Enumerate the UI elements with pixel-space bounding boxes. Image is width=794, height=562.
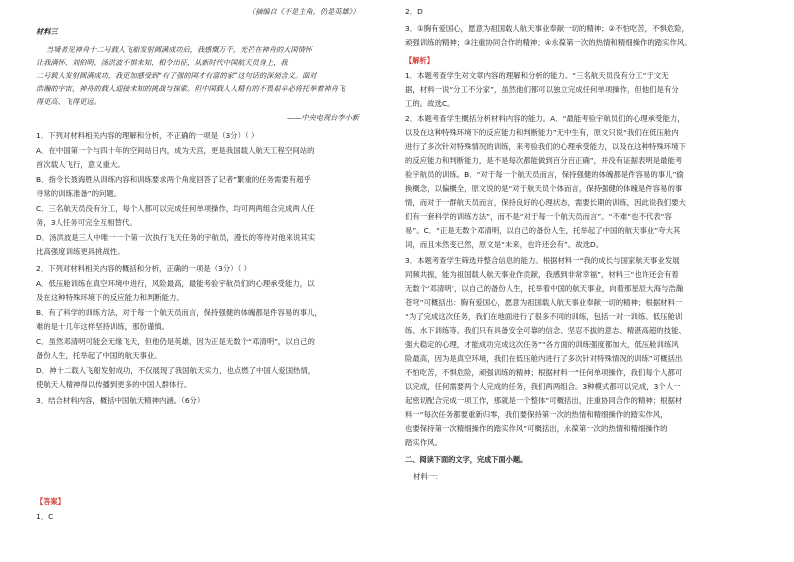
q2-option-d-line2: 使航天人精神得以传播到更多的中国人群体行。 <box>36 380 192 389</box>
analysis-3-line9: 不怕吃苦，不惧危险，顽强训练的精神；根据材料一“任何单项操作，我们每个人都可 <box>405 368 683 377</box>
analysis-3-line4: 苍穹”可概括出：胸有爱国心，愿意为祖国载人航天事业奉献一切的精神；根据材料一 <box>405 298 683 307</box>
q1-option-b-line2: 寻常的训练准备”的问题。 <box>36 189 122 198</box>
analysis-2-line8: 们有一套科学的训练方法”，而不是“对于每一个航天员而言”。“不难”也不代表“容 <box>405 212 672 221</box>
analysis-2-line1: 2．本题考查学生概括分析材料内容的能力。A．“最能考验宇航员们的心理承受能力， <box>405 114 685 123</box>
q1-option-c-line1: C．三名航天员没有分工，每个人都可以完成任何单项操作，均可两两组合完成两人任 <box>36 204 315 213</box>
analysis-3-line1: 3．本题考查学生筛选并整合信息的能力。根据材料一“我的成长与国家航天事业发展 <box>405 256 680 265</box>
material3-line-5: 得更高、飞得更远。 <box>36 97 101 106</box>
question-3: 3．结合材料内容，概括中国航天精神内涵。（6分） <box>36 396 205 405</box>
answer-1: 1．C <box>36 512 54 521</box>
q1-option-b-line1: B．指令长聂海胜从训练内容和训练要求两个角度回答了记者“繁重的任务需要有超乎 <box>36 175 311 184</box>
material3-author: ——中央电视台李小新 <box>287 113 359 122</box>
analysis-1-line1: 1．本题考查学生对文章内容的理解和分析的能力。“三名航天员没有分工”于文无 <box>405 71 669 80</box>
q2-option-a-line1: A．低压舱训练在真空环境中进行，风险最高，最能考验宇航员们的心理承受能力，以 <box>36 279 315 288</box>
material3-line-1: 当境者见神舟十二号载人飞船发射圆满成功后，我感慨万千，光芒在神舟的大国情怀 <box>46 45 312 54</box>
question-2: 2．下列对材料相关内容的概括和分析，正确的一项是（3分）（ ） <box>36 264 251 273</box>
analysis-2-line5: 验宇航员的训练。B．“对于每一个航天员而言，保持强健的体魄都是件容易的事儿”偷 <box>405 170 684 179</box>
answer-label: 【答案】 <box>36 497 65 506</box>
q1-option-d-line1: D．汤洪波是三人中唯一一个第一次执行飞天任务的宇航员，漫长的等待对他来说其实 <box>36 233 316 242</box>
analysis-label: 【解析】 <box>405 56 434 65</box>
analysis-3-line12: 料一“每次任务都要重新归零，我们要保持第一次的热情和精细操作的踏实作风， <box>405 410 668 419</box>
analysis-1-line2: 据，材料一说“分工不分家”，虽然他们都可以独立完成任何单项操作，但他们是有分 <box>405 85 679 94</box>
analysis-3-line3: 无数个‘邓清明’，以自己的备份人生，托举着中国的航天事业，向着那星辰大海与浩瀚 <box>405 284 684 293</box>
q1-option-c-line2: 务，3人任务可完全互相替代。 <box>36 218 137 227</box>
q2-option-c-line1: C．虽然邓清明可能会无缘飞天，但他仍是英雄，因为正是无数个“邓清明”，以自己的 <box>36 337 315 346</box>
analysis-2-line9: 易”。C．“正是无数个邓清明，以自己的备份人生，托举起了中国的航天事业”夸大其 <box>405 226 681 235</box>
q1-option-a-line1: A．在中国第一个与四十年的空间站日内，成为天宫，更是我国载人航天工程空间站的 <box>36 146 315 155</box>
answer-2: 2．D <box>405 7 423 16</box>
q1-option-d-line2: 比高强度训练更具挑战性。 <box>36 247 125 256</box>
analysis-2-line6: 换概念，以偏概全，原文说的是“对于航天员个体而言，保持强健的体魄是件容易的事 <box>405 184 683 193</box>
q2-option-d-line1: D．神十二载人飞船发射成功，不仅展现了我国航天实力，也点燃了中国人爱国热情， <box>36 366 316 375</box>
analysis-3-line11: 起密切配合完成一项工作，那就是一个整体”可概括出，注重协同合作的精神；根据材 <box>405 396 683 405</box>
material3-line-3: 二号载人发射圆满成功，我更加感受到“有了强的国才有富的家”这句话的深刻含义。面对 <box>36 71 317 80</box>
analysis-2-line3: 进行了多次针对特殊情况的训练，来考验我们的心理承受能力，以及在这种特殊环境下 <box>405 142 686 151</box>
analysis-2-line7: 情，而对于一群航天员而言，保持良好的心理状态，需要长期的训练，因此说我们要大 <box>405 198 686 207</box>
analysis-3-line2: 同频共振，能为祖国载人航天事业作贡献，我感到非常幸福”，材料三“也许还会有着 <box>405 270 679 279</box>
answer-3-line2: 顽强训练的精神；③注重协同合作的精神；④永葆第一次的热情和精细操作的踏实作风。 <box>405 38 692 47</box>
analysis-1-line3: 工的。故选C。 <box>405 99 455 108</box>
material3-title: 材料三 <box>36 27 58 36</box>
left-column <box>32 0 400 562</box>
material1-title: 材料一： <box>413 472 443 481</box>
analysis-3-line14: 踏实作风。 <box>405 438 442 447</box>
q2-option-b-line1: B．有了科学的训练方法，对于每一个航天员而言，保持强健的体魄都是件容易的事儿， <box>36 308 322 317</box>
source-citation: （摘编自《不是主角，仍是英雄》） <box>248 7 360 16</box>
analysis-2-line10: 词，而且未然变已然，原文是“未来，也许还会有”。故选D。 <box>405 240 604 249</box>
analysis-2-line4: 的反应能力和判断能力，是不是每次都能做到百分百正确”，并没有证据表明是最能考 <box>405 156 683 165</box>
q2-option-a-line2: 及在这种特殊环境下的反应能力和判断能力。 <box>36 293 184 302</box>
analysis-3-line6: 练、水下训练等。我们只有具备安全可靠的信念、坚忍不拔的意志、精湛高超的技能、 <box>405 326 686 335</box>
analysis-3-line8: 险最高，因为是真空环境，我们在低压舱内进行了多次针对特殊情况的训练”可概括出 <box>405 354 683 363</box>
q2-option-c-line2: 备份人生，托举起了中国的航天事业。 <box>36 351 162 360</box>
right-column <box>405 0 773 562</box>
analysis-3-line5: “为了完成这次任务，我们在地面进行了很多不同的训练，包括一对一训练、低压舱训 <box>405 312 683 321</box>
section-2-heading: 二、阅读下面的文字，完成下面小题。 <box>405 455 528 464</box>
q1-option-a-line2: 首次载人飞行，意义重大。 <box>36 160 125 169</box>
material3-line-4: 浩瀚的宇宙，神舟的载人迎接未知的挑战与探索。但中国载人人精有的不畏艰辛必将托举着神舟飞 <box>36 84 346 93</box>
question-1: 1．下列对材料相关内容的理解和分析，不正确的一项是（3分）（ ） <box>36 131 259 140</box>
material3-line-2: 让我满怀、刘伯明、汤洪波不惧未知、相令出征，从新时代中国航天员身上，我 <box>36 58 288 67</box>
analysis-3-line7: 强大稳定的心理，才能成功完成这次任务”“各方面的训练强度都加大，低压舱训练风 <box>405 340 679 349</box>
answer-3-line1: 3．①胸有爱国心，愿意为祖国载人航天事业奉献一切的精神；②不怕吃苦，不惧危险， <box>405 24 690 33</box>
analysis-3-line13: 也要保持第一次精细操作的踏实作风”可概括出，永葆第一次的热情和精细操作的 <box>405 424 668 433</box>
q2-option-b-line2: 难的是十几年这样坚持训练，那份谨慎。 <box>36 322 170 331</box>
analysis-2-line2: 以及在这种特殊环境下的反应能力和判断能力”无中生有，原文只说“我们在低压舱内 <box>405 128 679 137</box>
analysis-3-line10: 以完成，任何需要两个人完成的任务，我们两两组合。3种模式都可以完成，3个人一 <box>405 382 681 391</box>
